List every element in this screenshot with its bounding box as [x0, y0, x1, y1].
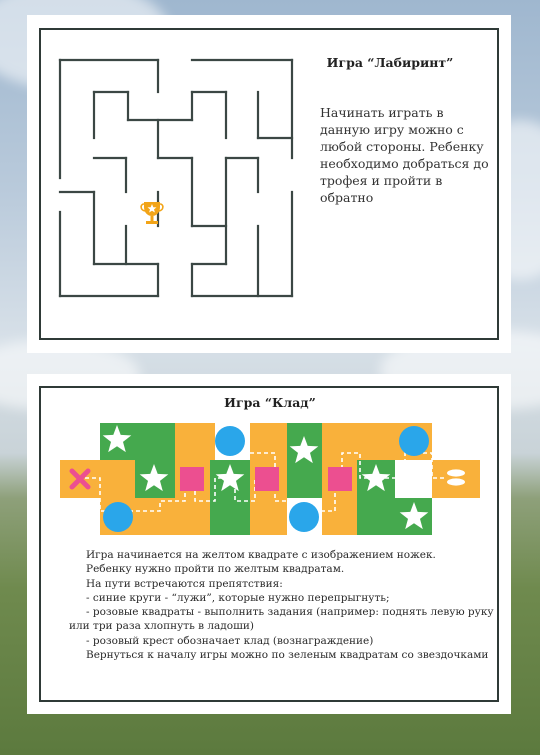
rule-line: - синие круги - “лужи”, которые нужно перепрыгнуть;	[86, 591, 390, 604]
pink-square-icon	[255, 467, 279, 491]
maze-game-description: Начинать играть в данную игру можно с любой стороны. Ребенку необходимо добраться до трофея и пройти в обратно	[320, 105, 489, 205]
game-board	[60, 423, 480, 535]
trophy-icon	[141, 202, 163, 224]
rule-line: Ребенку нужно пройти по желтым квадратам.	[86, 563, 345, 576]
rule-line: - розовый крест обозначает клад (вознаграждение)	[86, 634, 374, 647]
rule-line: Игра начинается на желтом квадрате с изображением ножек.	[86, 549, 436, 561]
maze-diagram	[58, 58, 294, 298]
game-board-svg	[60, 423, 480, 535]
blue-circle-icon	[289, 502, 319, 532]
blue-circle-icon	[215, 426, 245, 456]
maze-walls	[60, 60, 292, 296]
blue-circle-icon	[399, 426, 429, 456]
maze-game-title: Игра “Лабиринт”	[326, 55, 454, 70]
rule-line: На пути встречаются препятствия:	[86, 577, 283, 590]
pink-square-icon	[180, 467, 204, 491]
rule-line: или три раза хлопнуть в ладоши)	[69, 620, 254, 633]
treasure-game-title: Игра “Клад”	[224, 395, 316, 410]
maze-svg	[58, 58, 294, 298]
blue-circle-icon	[103, 502, 133, 532]
rule-line: - розовые квадраты - выполнить задания (например: поднять левую руку	[86, 606, 494, 619]
green-tile	[287, 423, 322, 498]
treasure-rules	[69, 548, 494, 662]
pink-square-icon	[328, 467, 352, 491]
rule-line: Вернуться к началу игры можно по зеленым квадратам со звездочками	[86, 649, 489, 662]
